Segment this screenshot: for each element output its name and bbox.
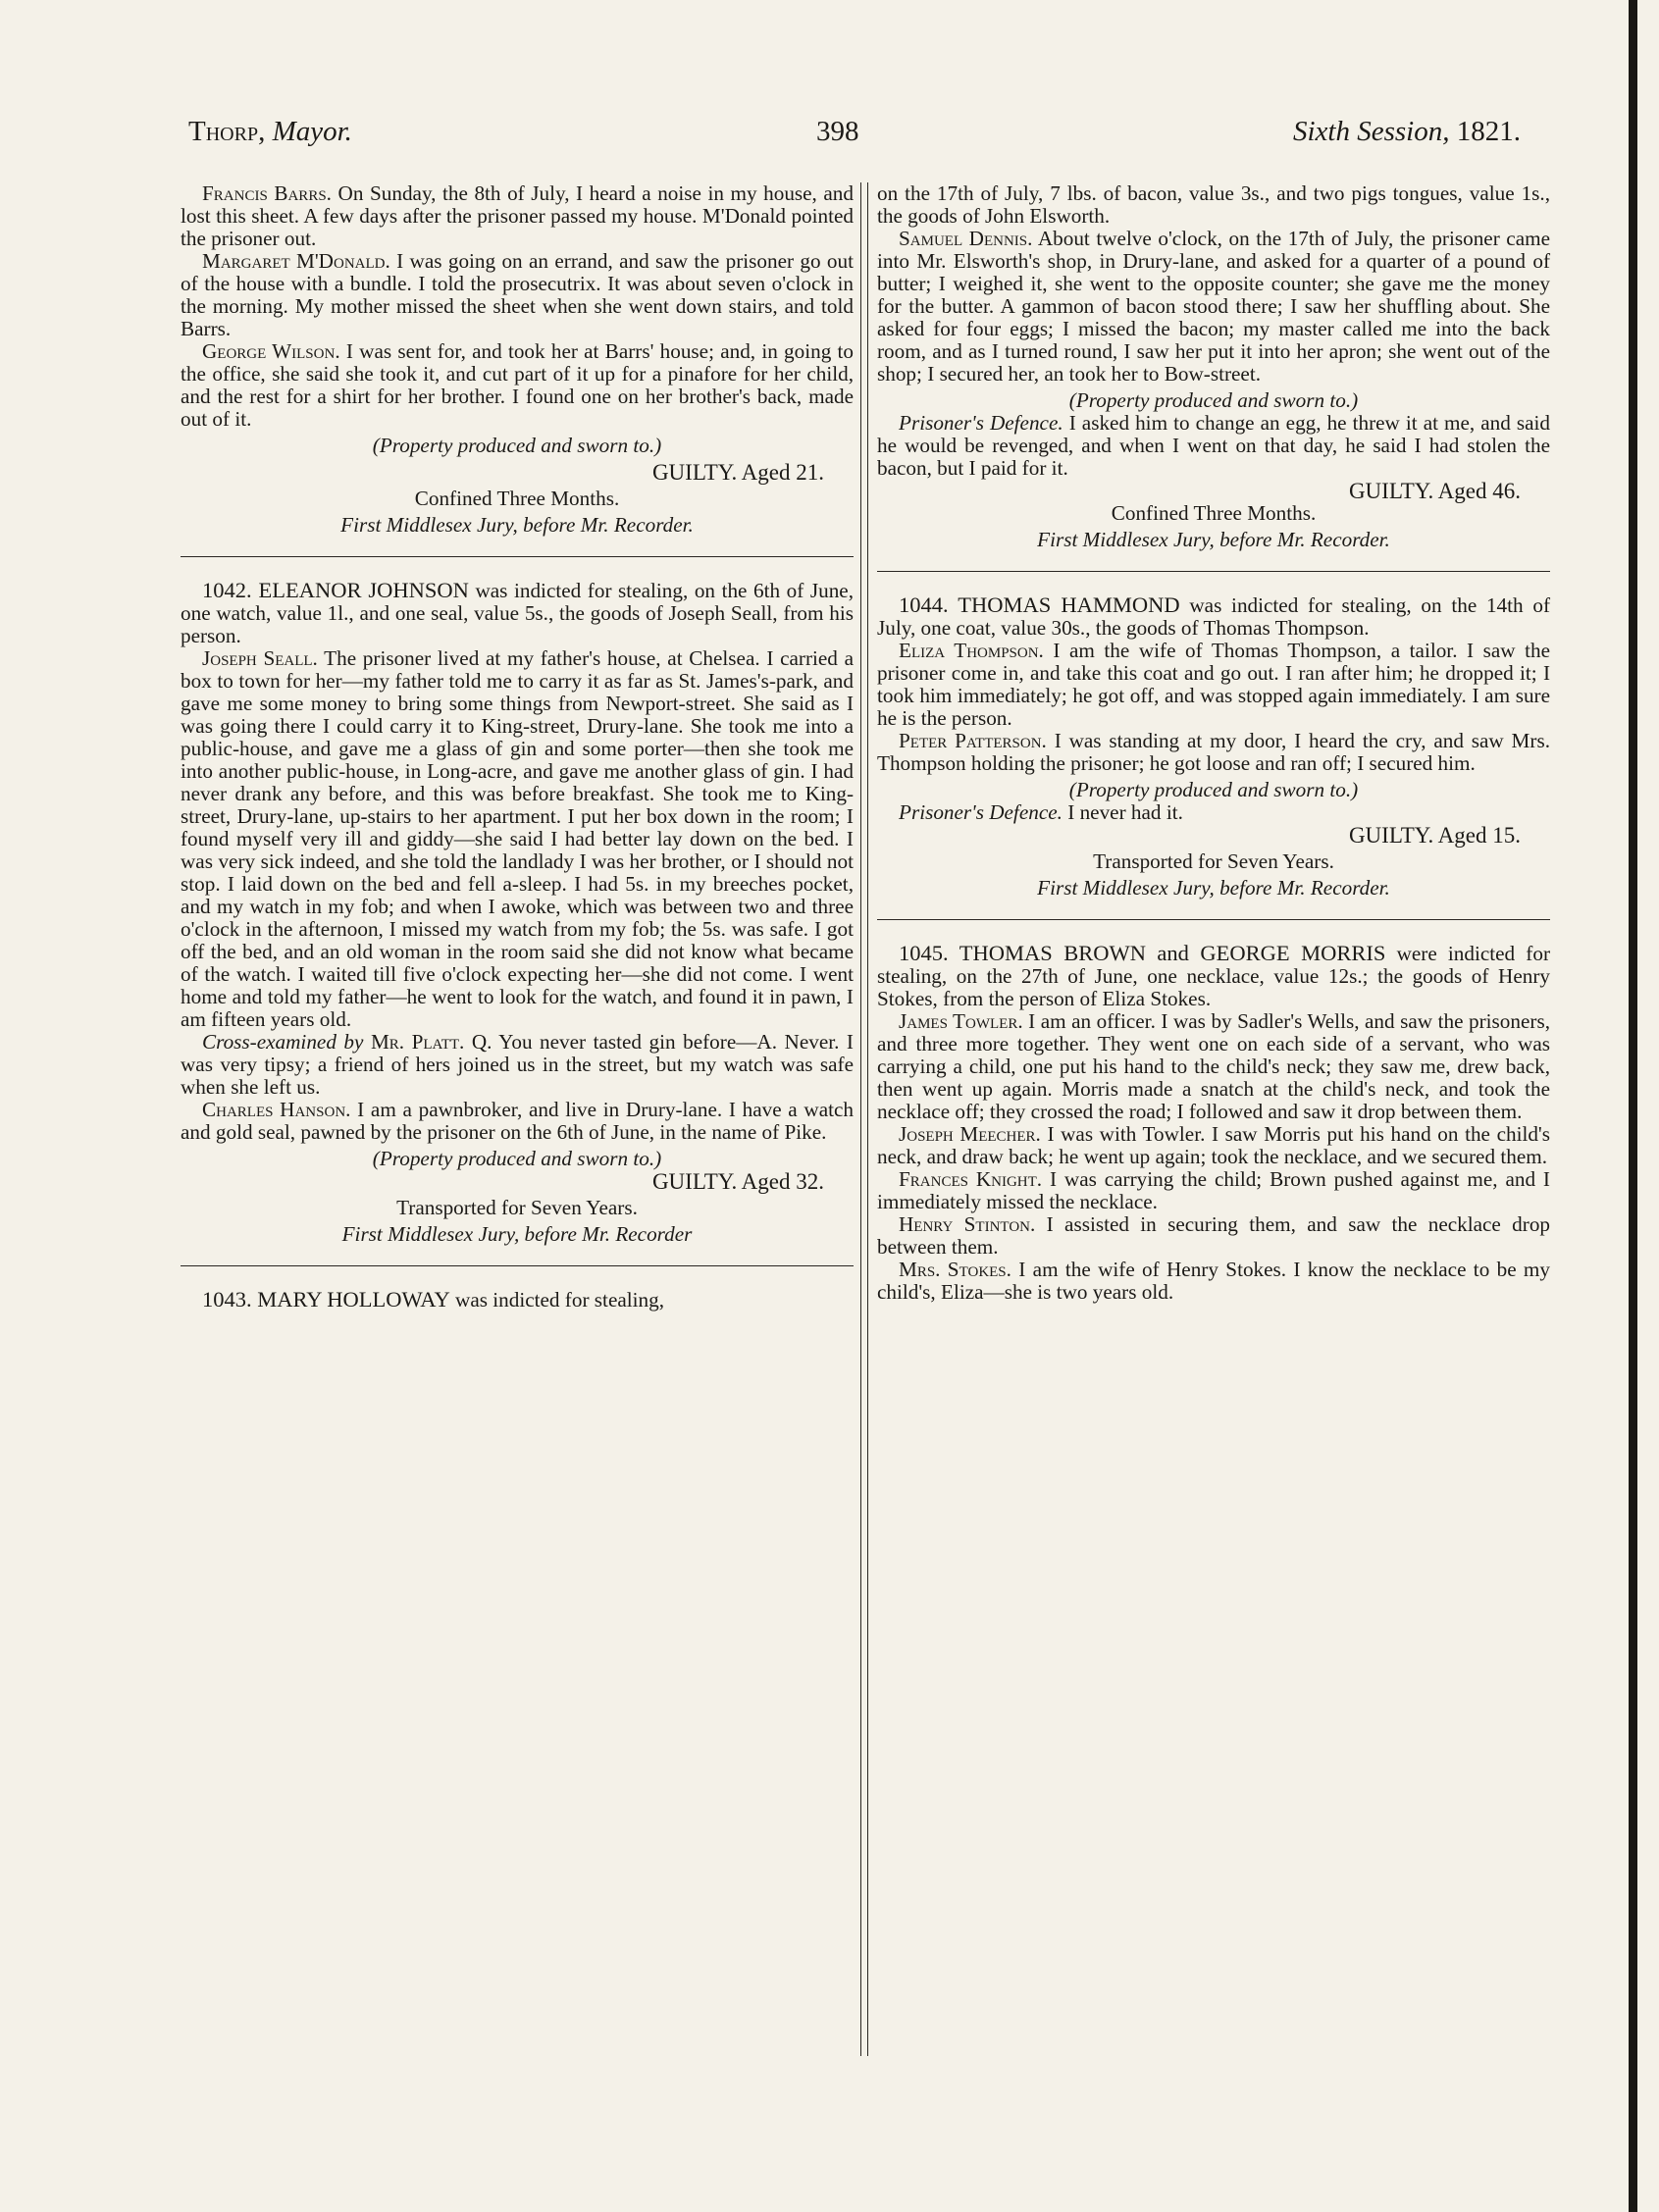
case-heading bbox=[181, 1288, 854, 1312]
property-note: (Property produced and sworn to.) bbox=[372, 434, 662, 457]
case-title: 1044. THOMAS HAMMOND bbox=[899, 592, 1180, 617]
testimony-text: I am the wife of Thomas Thompson, a tailor. I saw the prisoner come in, and take this coat and go out. I ran after him; he dropped it; I took him immediately; he got off, and was stopped again immediately. I am sure he is the person. bbox=[877, 639, 1550, 730]
defence-text: I never had it. bbox=[1067, 800, 1183, 824]
witness-name: Eliza Thompson. bbox=[899, 639, 1044, 662]
testimony-text: I am the wife of Henry Stokes. I know the necklace to be my child's, Eliza—she is two years old. bbox=[877, 1258, 1551, 1304]
right-column bbox=[877, 182, 1550, 2066]
testimony-paragraph bbox=[181, 250, 854, 340]
sentence: Confined Three Months. bbox=[1111, 501, 1317, 525]
defence-paragraph bbox=[877, 801, 1550, 824]
counsel-name: Mr. Platt. bbox=[370, 1030, 465, 1054]
testimony-text: I was carrying the child; Brown pushed against me, and I immediately missed the necklace. bbox=[877, 1167, 1550, 1213]
case-intro: was indicted for stealing, bbox=[455, 1288, 665, 1312]
left-column bbox=[181, 182, 854, 2066]
header-mayor-title: Mayor. bbox=[272, 116, 352, 147]
jury-note: First Middlesex Jury, before Mr. Recorder. bbox=[1037, 528, 1390, 551]
testimony-paragraph bbox=[877, 1010, 1550, 1123]
testimony-text: I was sent for, and took her at Barrs' house; and, in going to the office, she said she took it, and cut part of it up for a pinafore for her child, and the rest for a shirt for her brother. I found one on her brother's back, made out of it. bbox=[181, 339, 855, 431]
testimony-text: I assisted in securing them, and saw the necklace drop between them. bbox=[877, 1212, 1551, 1259]
case-separator bbox=[877, 571, 1550, 572]
witness-name: Joseph Meecher. bbox=[899, 1122, 1041, 1146]
testimony-text: The prisoner lived at my father's house, at Chelsea. I carried a box to town for her—my father told me to carry it as far as St. James's-park, and gave me some money to bring some things from Newport-street. She said as I was going there I could carry it to King-street, Drury-lane. She took me into a public-house, and gave me a glass of gin and some porter—then she took me into another public-house, in Long-acre, and gave me another glass of gin. I had never drank any before, and this was before breakfast. She took me to King-street, Drury-lane, up-stairs to her apartment. I put her box down in the room; I found myself very ill and giddy—she said I had better lay down on the bed. I was very sick indeed, and she told the landlady I was her brother, or I should not stop. I laid down on the bed and fell a-sleep. I had 5s. in my breeches pocket, and my watch in my fob; and when I awoke, which was between two and three o'clock in the afternoon, I missed my watch from my fob; the 5s. was safe. I got off the bed, and an old woman in the room said she did not know what became of the watch. I waited till five o'clock expecting her—she did not come. I went home and told my father—he went to look for the watch, and found it in pawn, I am fifteen years old. bbox=[181, 646, 854, 1031]
jury-note: First Middlesex Jury, before Mr. Recorder. bbox=[340, 513, 694, 537]
case-intro: were indicted for stealing, on the 27th of June, one necklace, value 12s.; the goods of Henry Stokes, from the person of Eliza Stokes. bbox=[877, 942, 1550, 1010]
defence-paragraph bbox=[877, 412, 1550, 480]
running-header bbox=[188, 116, 1521, 161]
testimony-paragraph bbox=[877, 640, 1550, 730]
defence-label: Prisoner's Defence. bbox=[899, 411, 1063, 435]
witness-name: Margaret M'Donald. bbox=[202, 249, 390, 273]
case-title: 1043. MARY HOLLOWAY bbox=[202, 1287, 450, 1312]
witness-name: Peter Patterson. bbox=[899, 729, 1047, 752]
verdict: GUILTY. Aged 32. bbox=[651, 1169, 824, 1194]
witness-name: Frances Knight. bbox=[899, 1167, 1043, 1191]
case-separator bbox=[181, 556, 854, 557]
testimony-text: On Sunday, the 8th of July, I heard a noise in my house, and lost this sheet. A few days after the prisoner passed my house. M'Donald pointed the prisoner out. bbox=[181, 181, 854, 250]
testimony-text: Q. You never tasted gin before—A. Never. I was very tipsy; a friend of hers joined us in the street, but my watch was safe when she left us. bbox=[181, 1030, 854, 1099]
witness-name: Mrs. Stokes. bbox=[899, 1258, 1011, 1281]
case-title: 1042. ELEANOR JOHNSON bbox=[202, 578, 469, 602]
case-title: 1045. THOMAS BROWN and GEORGE MORRIS bbox=[899, 941, 1386, 965]
witness-name: Joseph Seall. bbox=[202, 646, 318, 670]
page-number: 398 bbox=[816, 116, 859, 147]
property-note: (Property produced and sworn to.) bbox=[1068, 388, 1359, 412]
cross-exam-label: Cross-examined by bbox=[202, 1030, 364, 1054]
column-divider bbox=[860, 182, 868, 2056]
testimony-paragraph bbox=[181, 182, 854, 250]
sentence: Transported for Seven Years. bbox=[396, 1196, 638, 1219]
verdict: GUILTY. Aged 46. bbox=[1348, 479, 1521, 503]
witness-name: Samuel Dennis. bbox=[899, 227, 1033, 250]
testimony-paragraph bbox=[877, 730, 1550, 775]
sentence: Transported for Seven Years. bbox=[1093, 849, 1334, 873]
case-heading bbox=[877, 942, 1550, 1010]
case-separator bbox=[181, 1265, 854, 1266]
sentence: Confined Three Months. bbox=[414, 487, 620, 510]
header-mayor-name: Thorp, bbox=[188, 116, 266, 147]
header-session: Sixth Session, bbox=[1293, 116, 1450, 147]
witness-name: Charles Hanson. bbox=[202, 1098, 351, 1121]
witness-name: Henry Stinton. bbox=[899, 1212, 1036, 1236]
testimony-text: I was going on an errand, and saw the prisoner go out of the house with a bundle. I told the prosecutrix. It was about seven o'clock in the morning. My mother missed the sheet when she went down stairs, and told Barrs. bbox=[181, 249, 855, 340]
case-intro: was indicted for stealing, on the 14th of July, one coat, value 30s., the goods of Thomas Thompson. bbox=[877, 593, 1551, 640]
testimony-text: I was standing at my door, I heard the cry, and saw Mrs. Thompson holding the prisoner; he got loose and ran off; I secured him. bbox=[877, 729, 1550, 775]
case-separator bbox=[877, 919, 1550, 920]
testimony-paragraph bbox=[877, 1213, 1550, 1259]
page-edge-shadow bbox=[1629, 0, 1637, 2212]
testimony-paragraph: on the 17th of July, 7 lbs. of bacon, value 3s., and two pigs tongues, value 1s., the goods of John Elsworth. bbox=[877, 181, 1550, 228]
header-year: 1821. bbox=[1456, 116, 1521, 147]
case-heading bbox=[181, 579, 854, 647]
witness-name: James Towler. bbox=[899, 1009, 1023, 1033]
testimony-text: I was with Towler. I saw Morris put his hand on the child's neck, and draw back; he went up again; took the necklace, and we secured them. bbox=[877, 1122, 1550, 1168]
testimony-text: About twelve o'clock, on the 17th of July, the prisoner came into Mr. Elsworth's shop, in Drury-lane, and asked for a quarter of a pound of butter; I weighed it, she went to the opposite counter; she gave me the money for the butter. A gammon of bacon stood there; I saw her shuffling about. She asked for four eggs; I missed the bacon; my master called me into the back room, and as I turned round, I saw her put it into her apron; she went out of the shop; I secured her, an took her to Bow-street. bbox=[877, 227, 1551, 386]
verdict: GUILTY. Aged 21. bbox=[651, 460, 824, 485]
testimony-paragraph bbox=[181, 1031, 854, 1099]
witness-name: George Wilson. bbox=[202, 339, 340, 363]
defence-label: Prisoner's Defence. bbox=[899, 800, 1063, 824]
testimony-text: I am a pawnbroker, and live in Drury-lane. I have a watch and gold seal, pawned by the prisoner on the 6th of June, in the name of Pike. bbox=[181, 1098, 854, 1144]
testimony-paragraph bbox=[181, 647, 854, 1031]
property-note: (Property produced and sworn to.) bbox=[1068, 778, 1359, 801]
header-right bbox=[1293, 116, 1521, 148]
defence-text: I asked him to change an egg, he threw it at me, and said he would be revenged, and when I went on that day, he said I had stolen the bacon, but I paid for it. bbox=[877, 411, 1551, 480]
header-left bbox=[188, 116, 352, 148]
testimony-paragraph bbox=[181, 340, 854, 431]
witness-name: Francis Barrs. bbox=[202, 181, 332, 205]
testimony-paragraph bbox=[877, 228, 1550, 386]
testimony-paragraph bbox=[181, 1099, 854, 1144]
testimony-paragraph bbox=[877, 1168, 1550, 1213]
property-note: (Property produced and sworn to.) bbox=[372, 1147, 662, 1170]
case-heading bbox=[877, 593, 1550, 640]
jury-note: First Middlesex Jury, before Mr. Recorder bbox=[341, 1222, 693, 1246]
verdict: GUILTY. Aged 15. bbox=[1348, 823, 1521, 848]
testimony-paragraph bbox=[877, 1259, 1550, 1304]
jury-note: First Middlesex Jury, before Mr. Recorder. bbox=[1037, 876, 1390, 900]
testimony-paragraph bbox=[877, 1123, 1550, 1168]
testimony-text: I am an officer. I was by Sadler's Wells, and saw the prisoners, and three more together. They went one on each side of a servant, who was carrying a child, one put his hand to the child's neck; they saw me, drew back, then went up again. Morris made a snatch at the child's neck, and took the necklace off; they crossed the road; I followed and saw it drop between them. bbox=[877, 1009, 1550, 1123]
case-intro: was indicted for stealing, on the 6th of June, one watch, value 1l., and one seal, value 5s., the goods of Joseph Seall, from his person. bbox=[181, 579, 854, 647]
